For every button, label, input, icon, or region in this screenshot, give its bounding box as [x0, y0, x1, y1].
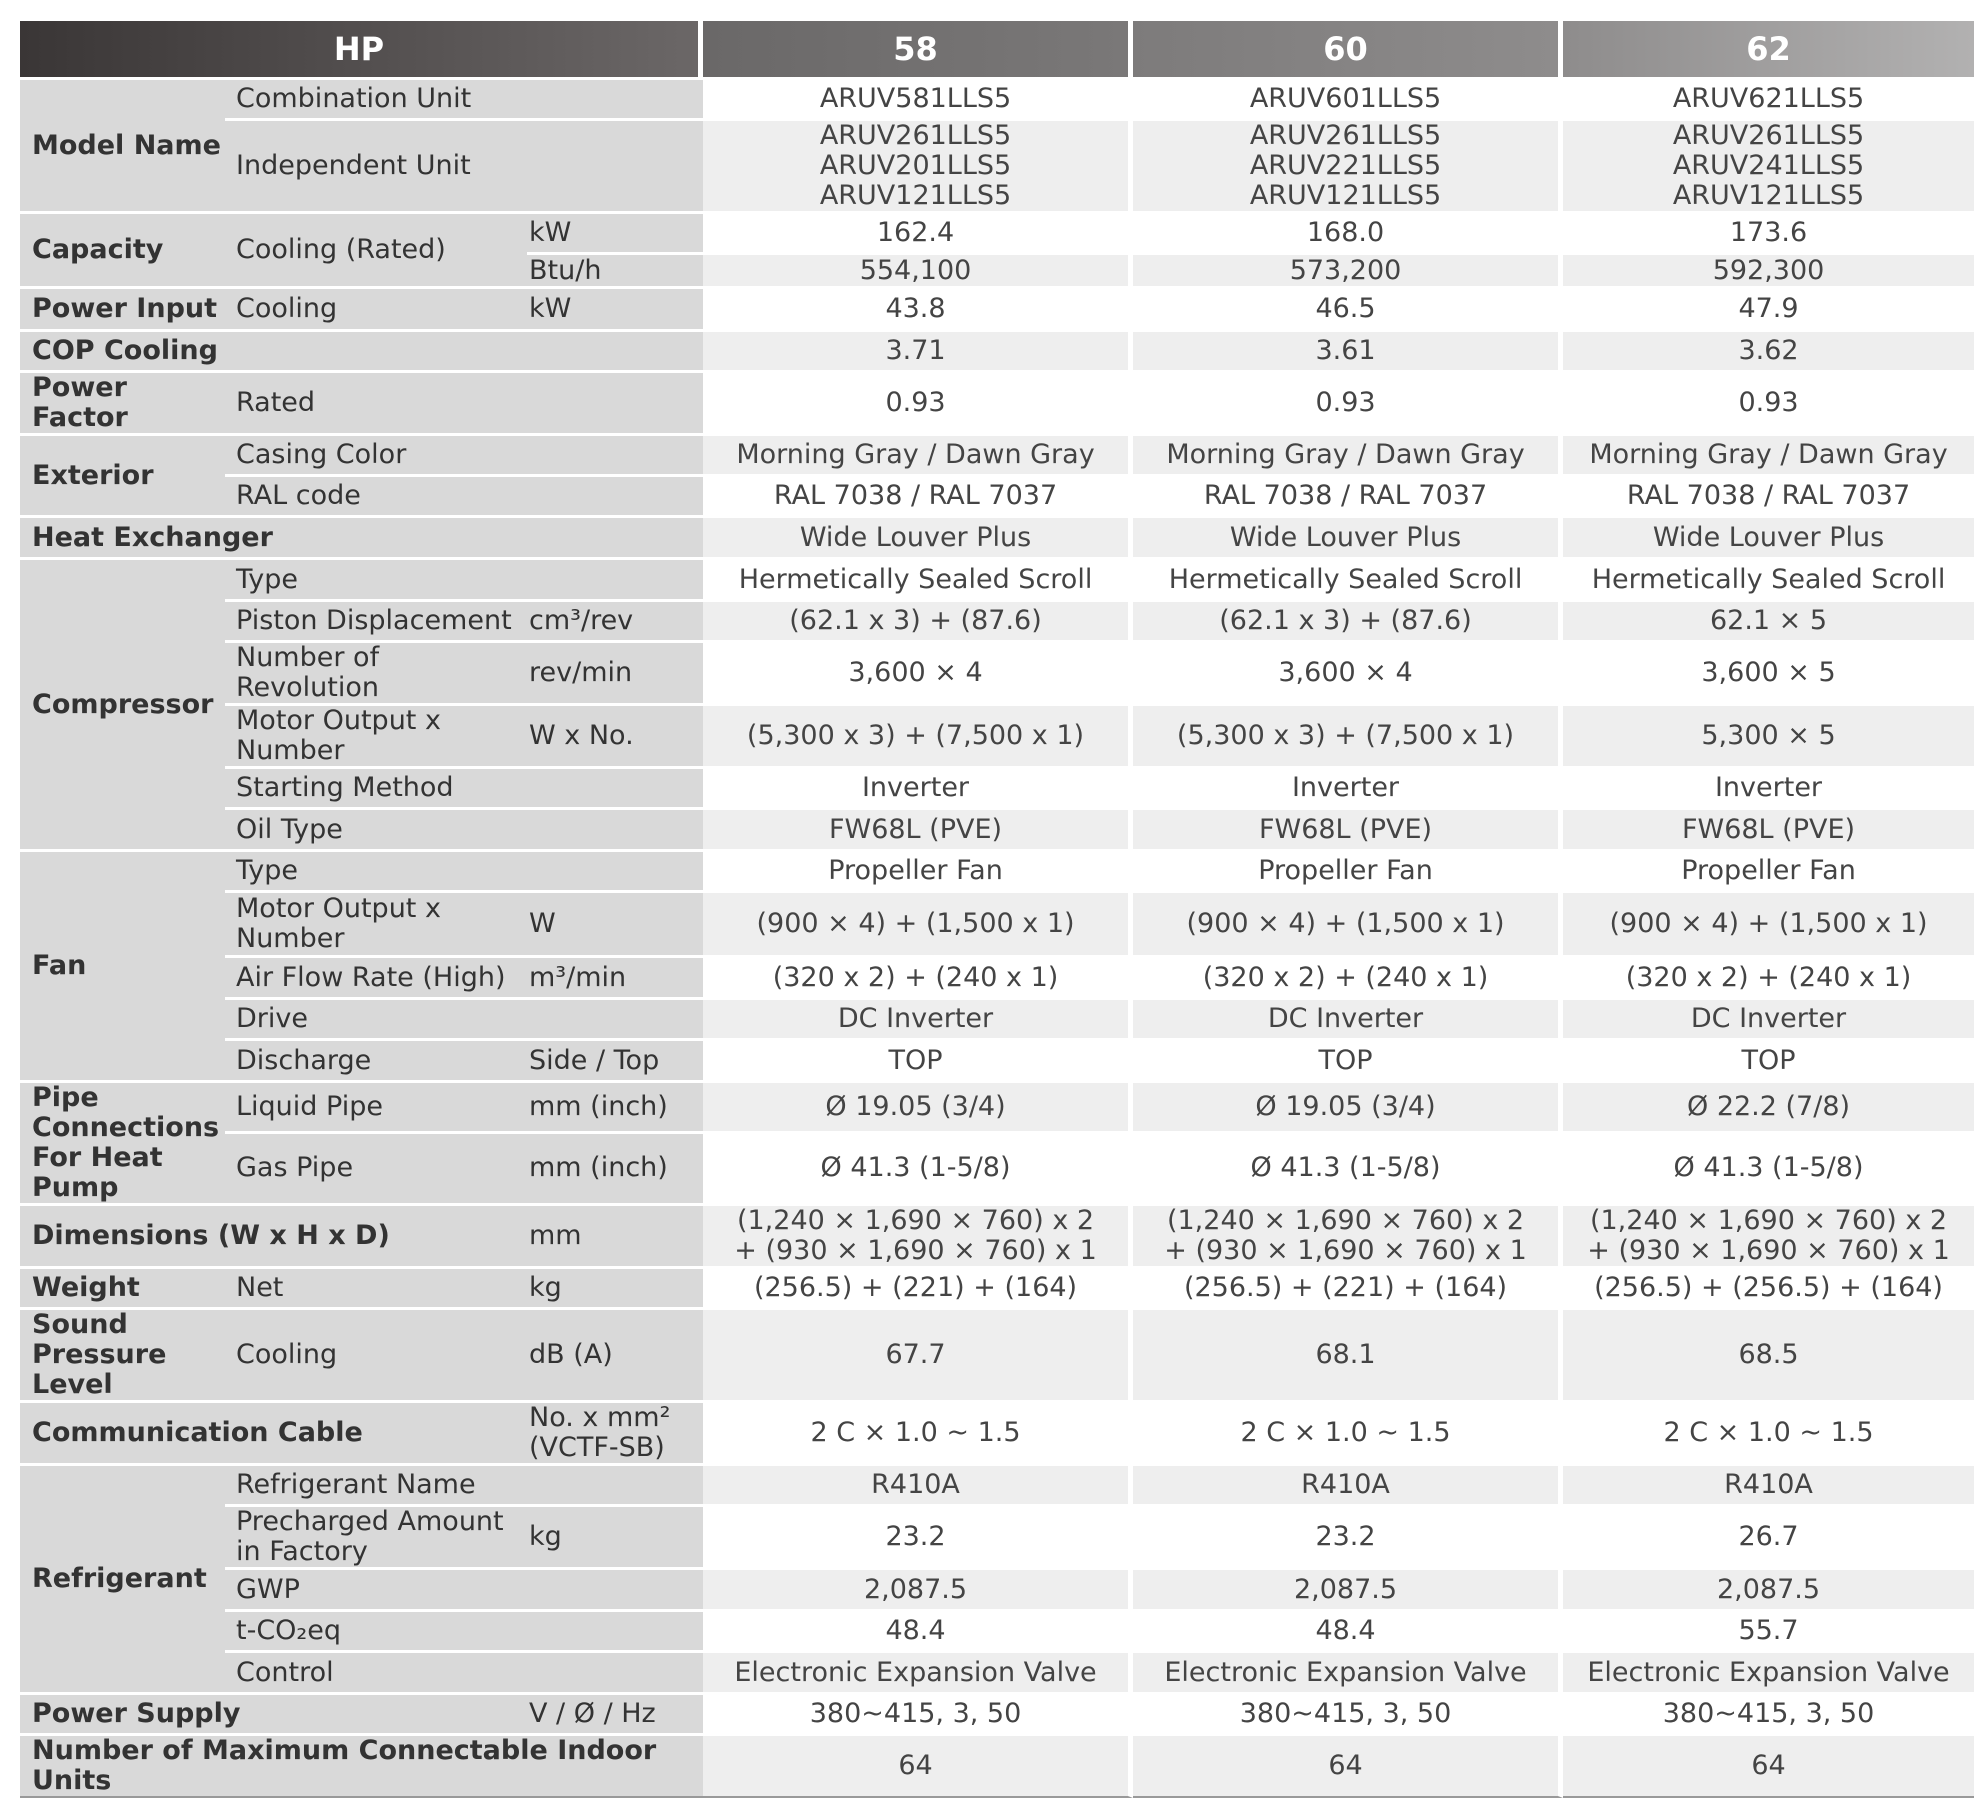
row-group-label: Number of Maximum Connectable Indoor Units [20, 1736, 703, 1798]
spec-row [20, 121, 1974, 214]
value-cell-58: RAL 7038 / RAL 7037 [703, 477, 1133, 518]
value-cell-62: 62.1 × 5 [1563, 602, 1974, 643]
value-cell-60: ARUV601LLS5 [1133, 80, 1563, 121]
value-cell-60: Electronic Expansion Valve [1133, 1653, 1563, 1695]
spec-body [20, 80, 1974, 1798]
spec-row [20, 810, 1974, 852]
row-unit: mm [527, 1206, 703, 1269]
value-cell-62: R410A [1563, 1466, 1974, 1507]
value-cell-62: Propeller Fan [1563, 852, 1974, 893]
value-cell-62: TOP [1563, 1041, 1974, 1083]
value-cell-58: 162.4 [703, 214, 1133, 255]
value-cell-62: DC Inverter [1563, 1000, 1974, 1041]
value-cell-58: DC Inverter [703, 1000, 1133, 1041]
spec-row [20, 1695, 1974, 1736]
value-cell-60: 64 [1133, 1736, 1563, 1798]
value-cell-60: 2,087.5 [1133, 1570, 1563, 1612]
value-cell-58: ARUV261LLS5 ARUV201LLS5 ARUV121LLS5 [703, 121, 1133, 214]
value-cell-58: 2 C × 1.0 ~ 1.5 [703, 1403, 1133, 1466]
value-cell-60: R410A [1133, 1466, 1563, 1507]
value-cell-60: DC Inverter [1133, 1000, 1563, 1041]
row-unit: kW [527, 214, 703, 255]
value-cell-62: (900 × 4) + (1,500 x 1) [1563, 893, 1974, 958]
row-unit: mm (inch) [527, 1083, 703, 1134]
row-unit [527, 769, 703, 810]
row-sub-label: Rated [225, 373, 527, 436]
value-cell-60: Ø 19.05 (3/4) [1133, 1083, 1563, 1134]
value-cell-58: (900 × 4) + (1,500 x 1) [703, 893, 1133, 958]
value-cell-60: (62.1 x 3) + (87.6) [1133, 602, 1563, 643]
spec-row [20, 289, 1974, 332]
spec-table-container [20, 21, 1974, 1798]
row-sub-label: Air Flow Rate (High) [225, 958, 527, 1000]
row-unit: Side / Top [527, 1041, 703, 1083]
value-cell-60: (900 × 4) + (1,500 x 1) [1133, 893, 1563, 958]
spec-row [20, 1134, 1974, 1206]
row-group-label: Refrigerant [20, 1466, 225, 1695]
value-cell-58: Hermetically Sealed Scroll [703, 560, 1133, 602]
value-cell-60: 168.0 [1133, 214, 1563, 255]
spec-row [20, 560, 1974, 602]
row-sub-label: Net [225, 1269, 527, 1310]
value-cell-60: 3,600 × 4 [1133, 643, 1563, 706]
row-unit [527, 852, 703, 893]
value-cell-60: 3.61 [1133, 332, 1563, 373]
row-sub-label: Cooling [225, 1310, 527, 1403]
value-cell-58: 2,087.5 [703, 1570, 1133, 1612]
row-sub-label: Independent Unit [225, 121, 527, 214]
row-sub-label: Starting Method [225, 769, 527, 810]
value-cell-58: 23.2 [703, 1507, 1133, 1570]
value-cell-62: 173.6 [1563, 214, 1974, 255]
row-sub-label: GWP [225, 1570, 527, 1612]
value-cell-58: (320 x 2) + (240 x 1) [703, 958, 1133, 1000]
value-cell-62: RAL 7038 / RAL 7037 [1563, 477, 1974, 518]
value-cell-58: (256.5) + (221) + (164) [703, 1269, 1133, 1310]
value-cell-60: (5,300 x 3) + (7,500 x 1) [1133, 706, 1563, 769]
header-row [20, 21, 1974, 80]
value-cell-62: Wide Louver Plus [1563, 518, 1974, 560]
header-hp: HP [20, 21, 703, 80]
value-cell-62: 68.5 [1563, 1310, 1974, 1403]
row-sub-label: Refrigerant Name [225, 1466, 527, 1507]
value-cell-60: Ø 41.3 (1-5/8) [1133, 1134, 1563, 1206]
row-unit: m³/min [527, 958, 703, 1000]
value-cell-62: ARUV621LLS5 [1563, 80, 1974, 121]
row-unit [527, 436, 703, 477]
value-cell-58: Propeller Fan [703, 852, 1133, 893]
row-sub-label: Oil Type [225, 810, 527, 852]
row-group-label: Capacity [20, 214, 225, 289]
value-cell-60: 48.4 [1133, 1612, 1563, 1653]
value-cell-58: 380~415, 3, 50 [703, 1695, 1133, 1736]
value-cell-58: 43.8 [703, 289, 1133, 332]
value-cell-62: (1,240 × 1,690 × 760) x 2 + (930 × 1,690 × 760) x 1 [1563, 1206, 1974, 1269]
value-cell-60: 2 C × 1.0 ~ 1.5 [1133, 1403, 1563, 1466]
row-group-label: Sound Pressure Level [20, 1310, 225, 1403]
value-cell-60: (320 x 2) + (240 x 1) [1133, 958, 1563, 1000]
spec-row [20, 1041, 1974, 1083]
row-unit: W [527, 893, 703, 958]
row-unit [527, 373, 703, 436]
value-cell-58: 3,600 × 4 [703, 643, 1133, 706]
spec-row [20, 769, 1974, 810]
row-sub-label: Drive [225, 1000, 527, 1041]
header-col-60: 60 [1133, 21, 1563, 80]
spec-row [20, 706, 1974, 769]
value-cell-60: (256.5) + (221) + (164) [1133, 1269, 1563, 1310]
value-cell-62: ARUV261LLS5 ARUV241LLS5 ARUV121LLS5 [1563, 121, 1974, 214]
row-unit: dB (A) [527, 1310, 703, 1403]
value-cell-62: Hermetically Sealed Scroll [1563, 560, 1974, 602]
value-cell-62: 5,300 × 5 [1563, 706, 1974, 769]
value-cell-58: Ø 19.05 (3/4) [703, 1083, 1133, 1134]
row-sub-label: Discharge [225, 1041, 527, 1083]
row-sub-label: Type [225, 852, 527, 893]
spec-row [20, 1507, 1974, 1570]
row-unit: kW [527, 289, 703, 332]
value-cell-58: 3.71 [703, 332, 1133, 373]
row-unit: mm (inch) [527, 1134, 703, 1206]
value-cell-60: Propeller Fan [1133, 852, 1563, 893]
row-unit [527, 1612, 703, 1653]
row-group-label: Heat Exchanger [20, 518, 703, 560]
value-cell-58: 48.4 [703, 1612, 1133, 1653]
value-cell-60: 46.5 [1133, 289, 1563, 332]
spec-row [20, 852, 1974, 893]
value-cell-58: R410A [703, 1466, 1133, 1507]
spec-row [20, 1083, 1974, 1134]
header-col-62: 62 [1563, 21, 1974, 80]
spec-row [20, 332, 1974, 373]
value-cell-60: Morning Gray / Dawn Gray [1133, 436, 1563, 477]
value-cell-62: 3.62 [1563, 332, 1974, 373]
row-group-label: Dimensions (W x H x D) [20, 1206, 527, 1269]
row-unit: rev/min [527, 643, 703, 706]
row-unit [527, 1466, 703, 1507]
spec-row [20, 643, 1974, 706]
row-sub-label: Gas Pipe [225, 1134, 527, 1206]
spec-row [20, 477, 1974, 518]
row-sub-label: Precharged Amount in Factory [225, 1507, 527, 1570]
row-unit: V / Ø / Hz [527, 1695, 703, 1736]
value-cell-60: FW68L (PVE) [1133, 810, 1563, 852]
value-cell-60: 23.2 [1133, 1507, 1563, 1570]
value-cell-60: 573,200 [1133, 255, 1563, 289]
value-cell-58: TOP [703, 1041, 1133, 1083]
row-unit [527, 1000, 703, 1041]
value-cell-62: 2 C × 1.0 ~ 1.5 [1563, 1403, 1974, 1466]
value-cell-60: TOP [1133, 1041, 1563, 1083]
value-cell-58: (62.1 x 3) + (87.6) [703, 602, 1133, 643]
value-cell-58: 67.7 [703, 1310, 1133, 1403]
value-cell-60: 68.1 [1133, 1310, 1563, 1403]
spec-row [20, 602, 1974, 643]
value-cell-62: 592,300 [1563, 255, 1974, 289]
value-cell-58: Ø 41.3 (1-5/8) [703, 1134, 1133, 1206]
spec-row [20, 1653, 1974, 1695]
header-col-58: 58 [703, 21, 1133, 80]
row-unit [527, 810, 703, 852]
spec-row [20, 1403, 1974, 1466]
spec-row [20, 1466, 1974, 1507]
row-unit [527, 80, 703, 121]
value-cell-58: FW68L (PVE) [703, 810, 1133, 852]
value-cell-62: 55.7 [1563, 1612, 1974, 1653]
spec-row [20, 518, 1974, 560]
row-group-label: Compressor [20, 560, 225, 852]
row-unit: cm³/rev [527, 602, 703, 643]
value-cell-62: 2,087.5 [1563, 1570, 1974, 1612]
spec-row [20, 1206, 1974, 1269]
row-unit [527, 1653, 703, 1695]
row-unit: kg [527, 1269, 703, 1310]
value-cell-60: (1,240 × 1,690 × 760) x 2 + (930 × 1,690 × 760) x 1 [1133, 1206, 1563, 1269]
value-cell-62: 380~415, 3, 50 [1563, 1695, 1974, 1736]
row-group-label: Exterior [20, 436, 225, 518]
value-cell-60: 0.93 [1133, 373, 1563, 436]
row-group-label: COP Cooling [20, 332, 703, 373]
row-sub-label: Combination Unit [225, 80, 527, 121]
value-cell-58: Morning Gray / Dawn Gray [703, 436, 1133, 477]
value-cell-62: (320 x 2) + (240 x 1) [1563, 958, 1974, 1000]
spec-row [20, 373, 1974, 436]
row-sub-label: Number of Revolution [225, 643, 527, 706]
value-cell-58: Electronic Expansion Valve [703, 1653, 1133, 1695]
spec-row [20, 893, 1974, 958]
row-group-label: Power Input [20, 289, 225, 332]
row-unit: kg [527, 1507, 703, 1570]
value-cell-62: 0.93 [1563, 373, 1974, 436]
value-cell-60: ARUV261LLS5 ARUV221LLS5 ARUV121LLS5 [1133, 121, 1563, 214]
row-unit: Btu/h [527, 255, 703, 289]
value-cell-60: 380~415, 3, 50 [1133, 1695, 1563, 1736]
spec-row [20, 1570, 1974, 1612]
value-cell-62: 64 [1563, 1736, 1974, 1798]
value-cell-60: RAL 7038 / RAL 7037 [1133, 477, 1563, 518]
spec-row [20, 1310, 1974, 1403]
row-unit: No. x mm² (VCTF-SB) [527, 1403, 703, 1466]
row-group-label: Pipe Connections For Heat Pump [20, 1083, 225, 1206]
spec-row [20, 80, 1974, 121]
row-sub-label: Cooling (Rated) [225, 214, 527, 289]
spec-table [20, 21, 1974, 1798]
value-cell-60: Inverter [1133, 769, 1563, 810]
value-cell-62: Ø 22.2 (7/8) [1563, 1083, 1974, 1134]
value-cell-62: Electronic Expansion Valve [1563, 1653, 1974, 1695]
spec-row [20, 958, 1974, 1000]
value-cell-62: (256.5) + (256.5) + (164) [1563, 1269, 1974, 1310]
row-sub-label: t-CO₂eq [225, 1612, 527, 1653]
row-group-label: Power Supply [20, 1695, 527, 1736]
value-cell-62: Ø 41.3 (1-5/8) [1563, 1134, 1974, 1206]
spec-row [20, 1612, 1974, 1653]
value-cell-62: Inverter [1563, 769, 1974, 810]
row-sub-label: Motor Output x Number [225, 706, 527, 769]
row-group-label: Communication Cable [20, 1403, 527, 1466]
value-cell-58: Inverter [703, 769, 1133, 810]
spec-row [20, 1000, 1974, 1041]
row-group-label: Power Factor [20, 373, 225, 436]
row-sub-label: Cooling [225, 289, 527, 332]
row-sub-label: Casing Color [225, 436, 527, 477]
row-group-label: Weight [20, 1269, 225, 1310]
value-cell-62: 3,600 × 5 [1563, 643, 1974, 706]
row-unit [527, 121, 703, 214]
value-cell-62: 47.9 [1563, 289, 1974, 332]
value-cell-58: 64 [703, 1736, 1133, 1798]
spec-row [20, 1736, 1974, 1798]
spec-row [20, 436, 1974, 477]
row-sub-label: Motor Output x Number [225, 893, 527, 958]
spec-row [20, 1269, 1974, 1310]
row-sub-label: Piston Displacement [225, 602, 527, 643]
spec-row [20, 214, 1974, 255]
row-unit: W x No. [527, 706, 703, 769]
row-sub-label: Type [225, 560, 527, 602]
row-group-label: Model Name [20, 80, 225, 214]
row-sub-label: Liquid Pipe [225, 1083, 527, 1134]
value-cell-58: 554,100 [703, 255, 1133, 289]
row-unit [527, 477, 703, 518]
value-cell-58: (1,240 × 1,690 × 760) x 2 + (930 × 1,690 × 760) x 1 [703, 1206, 1133, 1269]
row-unit [527, 560, 703, 602]
value-cell-62: Morning Gray / Dawn Gray [1563, 436, 1974, 477]
value-cell-62: 26.7 [1563, 1507, 1974, 1570]
value-cell-58: Wide Louver Plus [703, 518, 1133, 560]
value-cell-58: 0.93 [703, 373, 1133, 436]
row-sub-label: Control [225, 1653, 527, 1695]
row-sub-label: RAL code [225, 477, 527, 518]
value-cell-58: ARUV581LLS5 [703, 80, 1133, 121]
row-unit [527, 1570, 703, 1612]
value-cell-60: Wide Louver Plus [1133, 518, 1563, 560]
row-group-label: Fan [20, 852, 225, 1083]
value-cell-60: Hermetically Sealed Scroll [1133, 560, 1563, 602]
value-cell-62: FW68L (PVE) [1563, 810, 1974, 852]
value-cell-58: (5,300 x 3) + (7,500 x 1) [703, 706, 1133, 769]
